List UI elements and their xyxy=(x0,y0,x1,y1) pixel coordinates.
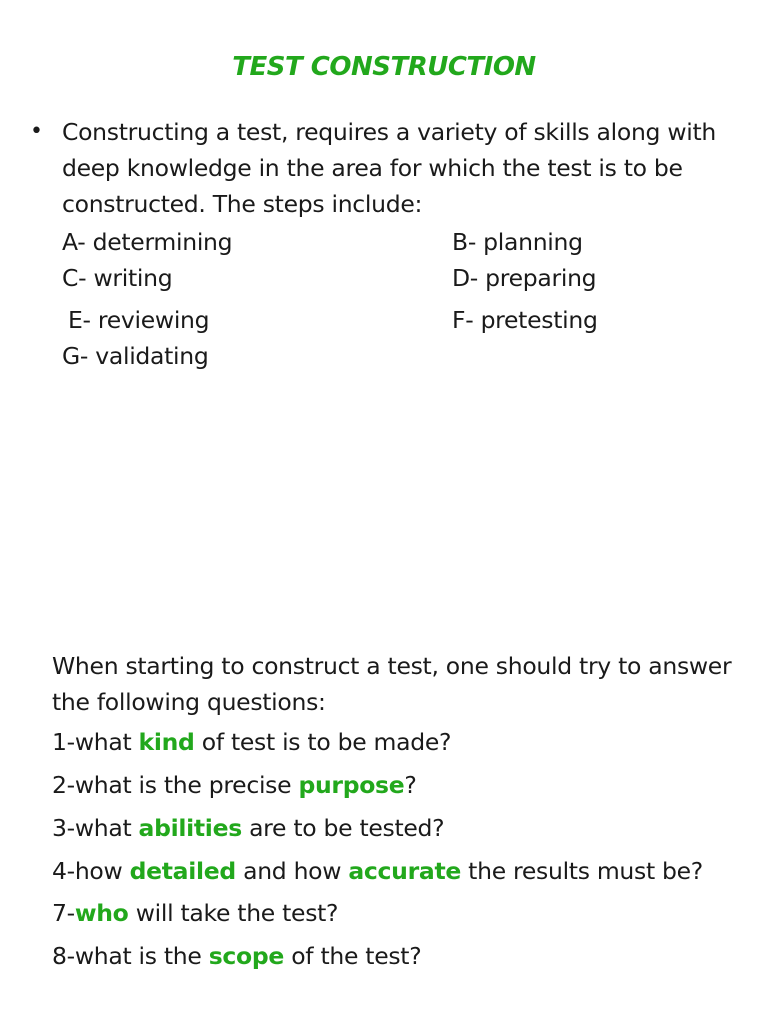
question-keyword: abilities xyxy=(138,814,242,842)
question-text: are to be tested? xyxy=(241,814,445,842)
question-text: and how xyxy=(235,857,349,885)
intro-text: Constructing a test, requires a variety of skills along with deep knowledge in the area for which the test is to be constructed. The steps include: xyxy=(62,118,716,218)
question-text: 3-what xyxy=(52,814,139,842)
bullet-marker: • xyxy=(30,119,43,144)
question-text: 2-what is the precise xyxy=(52,771,299,799)
question-text: of the test? xyxy=(284,942,422,970)
question-item xyxy=(52,724,742,760)
question-text: the results must be? xyxy=(461,857,703,885)
question-keyword: who xyxy=(74,899,129,927)
question-text: 4-how xyxy=(52,857,130,885)
question-text: 7- xyxy=(52,899,75,927)
step-item: E- reviewing xyxy=(68,306,210,334)
step-item: G- validating xyxy=(62,342,209,370)
step-item: B- planning xyxy=(452,228,583,256)
question-item xyxy=(52,895,742,931)
questions-section xyxy=(52,648,742,981)
question-keyword: kind xyxy=(138,728,195,756)
question-text: 8-what is the xyxy=(52,942,209,970)
question-keyword: scope xyxy=(208,942,285,970)
page-title: TEST CONSTRUCTION xyxy=(232,52,536,82)
question-item xyxy=(52,767,742,803)
step-item: C- writing xyxy=(62,264,173,292)
question-text: ? xyxy=(404,771,417,799)
question-item xyxy=(52,853,742,889)
step-item: F- pretesting xyxy=(452,306,598,334)
question-text: 1-what xyxy=(52,728,139,756)
question-text: of test is to be made? xyxy=(194,728,452,756)
question-keyword: detailed xyxy=(129,857,236,885)
question-keyword: purpose xyxy=(298,771,405,799)
question-item xyxy=(52,810,742,846)
step-item: D- preparing xyxy=(452,264,597,292)
questions-intro: When starting to construct a test, one should try to answer the following questions: xyxy=(52,652,732,716)
step-item: A- determining xyxy=(62,228,233,256)
question-text: will take the test? xyxy=(128,899,339,927)
question-item xyxy=(52,938,742,974)
question-keyword: accurate xyxy=(348,857,462,885)
